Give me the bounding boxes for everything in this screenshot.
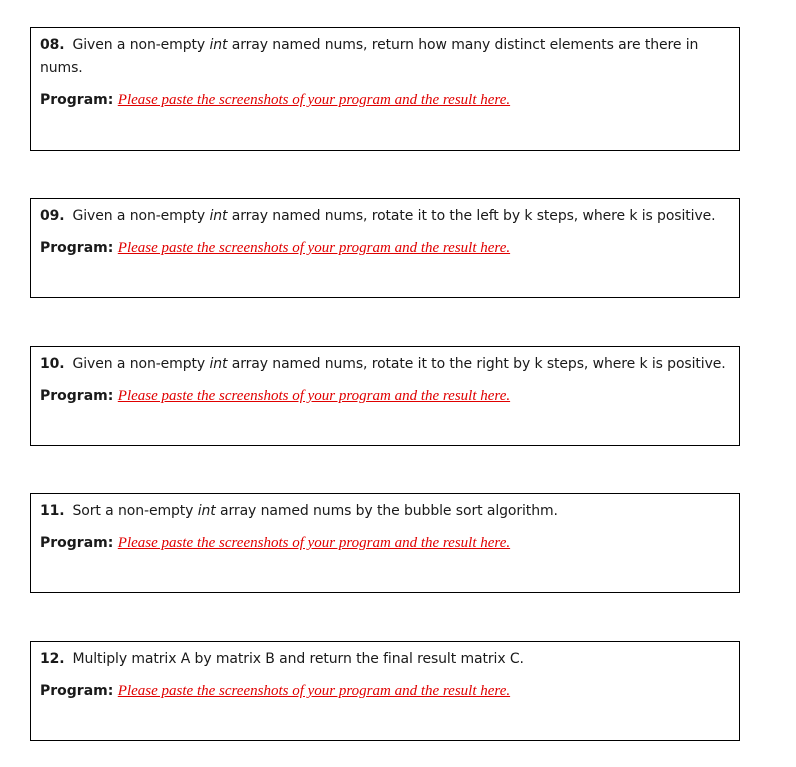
- question-text: [40, 500, 730, 523]
- question-number: 09.: [40, 208, 65, 224]
- question-text-after: array named nums by the bubble sort algorithm.: [215, 503, 558, 519]
- program-label: Program:: [40, 535, 114, 551]
- program-line: [40, 681, 730, 701]
- question-box-10: [30, 346, 740, 446]
- program-placeholder-note[interactable]: Please paste the screenshots of your program and the result here.: [117, 388, 511, 404]
- question-keyword: int: [209, 356, 228, 372]
- question-number: 10.: [40, 356, 65, 372]
- program-label: Program:: [40, 388, 114, 404]
- program-line: [40, 533, 730, 553]
- program-placeholder-note[interactable]: Please paste the screenshots of your program and the result here.: [117, 683, 511, 699]
- program-placeholder-note[interactable]: Please paste the screenshots of your program and the result here.: [117, 92, 511, 108]
- question-box-08: [30, 27, 740, 151]
- question-keyword: int: [197, 503, 216, 519]
- question-text-after: array named nums, rotate it to the left by k steps, where k is positive.: [227, 208, 716, 224]
- question-text: [40, 205, 730, 228]
- question-box-11: [30, 493, 740, 593]
- question-number: 08.: [40, 37, 65, 53]
- program-label: Program:: [40, 683, 114, 699]
- question-box-09: [30, 198, 740, 298]
- question-keyword: int: [209, 37, 228, 53]
- question-text-before: Sort a non-empty: [72, 503, 198, 519]
- question-text: [40, 34, 730, 80]
- question-number: 11.: [40, 503, 65, 519]
- question-text: [40, 648, 730, 671]
- question-text-before: Given a non-empty: [72, 356, 210, 372]
- question-text-before: Given a non-empty: [72, 208, 210, 224]
- program-placeholder-note[interactable]: Please paste the screenshots of your program and the result here.: [117, 240, 511, 256]
- program-line: [40, 386, 730, 406]
- question-text-after: array named nums, return how many distinct elements are there in nums.: [40, 37, 699, 76]
- program-placeholder-note[interactable]: Please paste the screenshots of your program and the result here.: [117, 535, 511, 551]
- question-text: [40, 353, 730, 376]
- question-box-12: [30, 641, 740, 741]
- program-line: [40, 90, 730, 110]
- question-number: 12.: [40, 651, 65, 667]
- question-keyword: int: [209, 208, 228, 224]
- question-text-before: Multiply matrix A by matrix B and return the final result matrix C.: [72, 651, 524, 667]
- question-text-after: array named nums, rotate it to the right by k steps, where k is positive.: [227, 356, 726, 372]
- program-label: Program:: [40, 92, 114, 108]
- program-label: Program:: [40, 240, 114, 256]
- program-line: [40, 238, 730, 258]
- question-text-before: Given a non-empty: [72, 37, 210, 53]
